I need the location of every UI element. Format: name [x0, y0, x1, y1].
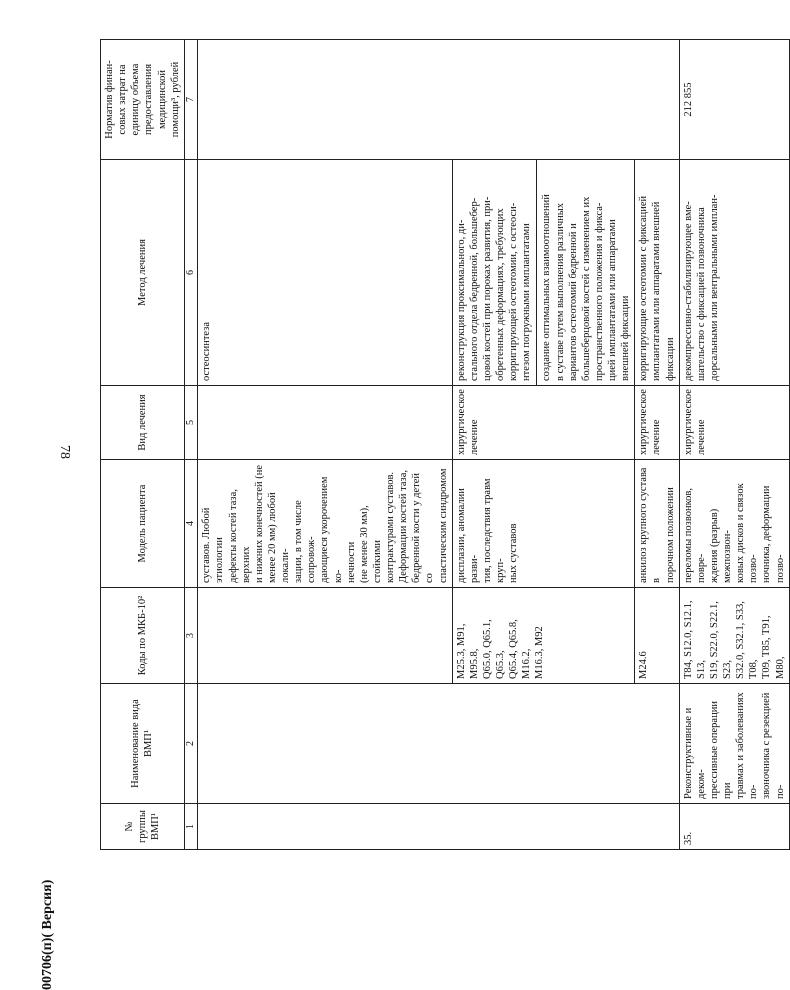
cell-patient-model: анкилоз крупного сустава в порочном положении: [635, 460, 679, 588]
table-row: [635, 40, 679, 850]
cell-group: [635, 804, 679, 850]
cell-group: 35.: [679, 804, 789, 850]
cell-norm: 212 855: [679, 40, 789, 160]
cell-norm: [198, 40, 452, 160]
header-group-number: № группы ВМП¹: [101, 804, 185, 850]
cell-patient-model: переломы позвонков, повре- ждения (разрыв) межпозвон- ковых дисков и связок позво- ночника, деформации позво-: [679, 460, 789, 588]
cell-name: [452, 684, 635, 804]
header-patient-model: Модель пациента: [101, 460, 185, 588]
cell-method: остеосинтеза: [198, 160, 452, 386]
header-treatment-method: Метод лечения: [101, 160, 185, 386]
cell-codes: [198, 588, 452, 684]
cell-method: корригирующие остеотомии с фиксацией имплантатами или аппаратами внешней фиксации: [635, 160, 679, 386]
cell-name: [635, 684, 679, 804]
cell-name: [198, 684, 452, 804]
document-stamp: 00706(п)( Версия): [40, 879, 55, 990]
cell-group: [198, 804, 452, 850]
col-number: 3: [184, 588, 198, 684]
cell-norm: [452, 40, 635, 160]
column-number-row: [184, 40, 198, 850]
table-row: [679, 40, 789, 850]
col-number: 2: [184, 684, 198, 804]
cell-treatment: [198, 386, 452, 460]
cell-codes: M24.6: [635, 588, 679, 684]
cell-patient-model: суставов. Любой этиологии дефекты костей таза, верхних и нижних конечностей (не менее 20 мм) любой локали- зации, в том числе сопровож- дающиеся укорочением ко- нечности (не менее 30 мм), стойкими контрактурами суставов. Деформации костей таза, бедренной кости у детей со спастическим синдромом: [198, 460, 452, 588]
col-number: 1: [184, 804, 198, 850]
cell-treatment: хирургическое лечение: [452, 386, 635, 460]
cell-name: Реконструктивные и деком- прессивные операции при травмах и заболеваниях по- звоночника с резекцией по-: [679, 684, 789, 804]
cell-method: [452, 160, 635, 386]
col-number: 4: [184, 460, 198, 588]
page-number: 78: [57, 445, 72, 459]
method-divider: [536, 160, 537, 385]
header-row: [101, 40, 185, 850]
header-treatment-type: Вид лечения: [101, 386, 185, 460]
header-icd-codes: Коды по МКБ-10²: [101, 588, 185, 684]
cell-treatment: хирургическое лечение: [635, 386, 679, 460]
table-row: [452, 40, 635, 850]
col-number: 6: [184, 160, 198, 386]
cell-treatment: хирургическое лечение: [679, 386, 789, 460]
header-cost-norm: Норматив финан- совых затрат на единицу объема предоставления медицинской помощи³, рублей: [101, 40, 185, 160]
cell-codes: M25.3, M91, M95.8, Q65.0, Q65.1, Q65.3, Q65.4, Q65.8, M16.2, M16.3, M92: [452, 588, 635, 684]
col-number: 5: [184, 386, 198, 460]
cell-norm: [635, 40, 679, 160]
vmp-table: [100, 39, 790, 850]
col-number: 7: [184, 40, 198, 160]
header-vmp-name: Наименование вида ВМП¹: [101, 684, 185, 804]
cell-patient-model: дисплазии, аномалии разви- тия, последствия травм круп- ных суставов: [452, 460, 635, 588]
method-item: реконструкция проксимального, ди- стального отдела бедренной, большебер- цовой костей при пороках развития, при- обретенных деформациях, требующих корригирующей остеотомии, с остеоси- нтезом погружными имплантатами: [455, 196, 533, 381]
table-row: [198, 40, 452, 850]
cell-group: [452, 804, 635, 850]
cell-codes: T84, S12.0, S12.1, S13, S19, S22.0, S22.1, S23, S32.0, S32.1, S33, T08, T09, T85, T91, M80,: [679, 588, 789, 684]
cell-method: декомпрессивно-стабилизирующее вме- шательство с фиксацией позвоночника дорсальными или вентральными имплан-: [679, 160, 789, 386]
rotated-table-container: [100, 40, 786, 850]
method-item: создание оптимальных взаимоотношений в суставе путем выполнения различных вариантов остеотомий бедренной и большеберцовой костей с изменением их пространственного положения и фикса- цией имплантатами или аппаратами внешней фиксации: [541, 194, 632, 381]
